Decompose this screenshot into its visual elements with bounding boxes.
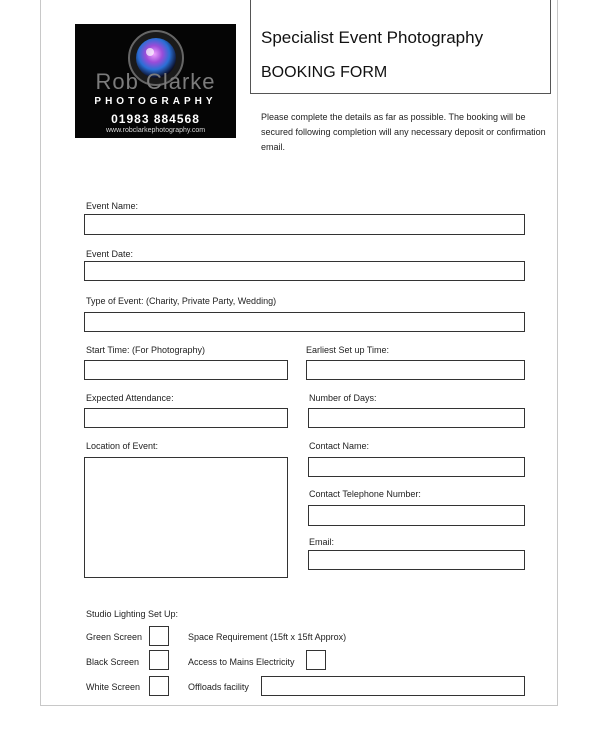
white-screen-label: White Screen <box>86 682 141 692</box>
email-field[interactable] <box>308 550 525 570</box>
start-time-field[interactable] <box>84 360 288 380</box>
logo-phone: 01983 884568 <box>111 112 200 126</box>
email-label: Email: <box>309 537 335 547</box>
black-screen-label: Black Screen <box>86 657 140 667</box>
attendance-field[interactable] <box>84 408 288 428</box>
offloads-field[interactable] <box>261 676 525 696</box>
company-logo <box>75 24 236 138</box>
event-type-label: Type of Event: (Charity, Private Party, Wedding) <box>86 296 277 306</box>
page-border-right <box>557 0 558 706</box>
mains-electricity-checkbox[interactable] <box>306 650 326 670</box>
page-border-left <box>40 0 41 706</box>
setup-time-field[interactable] <box>306 360 525 380</box>
event-date-label: Event Date: <box>86 249 134 259</box>
green-screen-label: Green Screen <box>86 632 143 642</box>
mains-electricity-label: Access to Mains Electricity <box>188 657 295 667</box>
lighting-heading: Studio Lighting Set Up: <box>86 609 179 619</box>
contact-name-field[interactable] <box>308 457 525 477</box>
form-subtitle: BOOKING FORM <box>261 64 388 81</box>
space-requirement-label: Space Requirement (15ft x 15ft Approx) <box>188 632 347 642</box>
logo-tagline: PHOTOGRAPHY <box>94 96 217 107</box>
contact-phone-label: Contact Telephone Number: <box>309 489 421 499</box>
contact-name-label: Contact Name: <box>309 441 370 451</box>
black-screen-checkbox[interactable] <box>149 650 169 670</box>
location-field[interactable] <box>84 457 288 578</box>
white-screen-checkbox[interactable] <box>149 676 169 696</box>
setup-time-label: Earliest Set up Time: <box>306 345 390 355</box>
event-name-label: Event Name: <box>86 201 139 211</box>
days-label: Number of Days: <box>309 393 377 403</box>
contact-phone-field[interactable] <box>308 505 525 526</box>
attendance-label: Expected Attendance: <box>86 393 174 403</box>
event-name-field[interactable] <box>84 214 525 235</box>
days-field[interactable] <box>308 408 525 428</box>
offloads-label: Offloads facility <box>188 682 249 692</box>
event-date-field[interactable] <box>84 261 525 281</box>
page-border-bottom <box>40 705 558 706</box>
green-screen-checkbox[interactable] <box>149 626 169 646</box>
page-title: Specialist Event Photography <box>261 28 484 47</box>
logo-website: www.robclarkephotography.com <box>105 127 206 134</box>
logo-name: Rob Clarke <box>95 69 216 94</box>
location-label: Location of Event: <box>86 441 159 451</box>
event-type-field[interactable] <box>84 312 525 332</box>
start-time-label: Start Time: (For Photography) <box>86 345 206 355</box>
intro-text: Please complete the details as far as possible. The booking will be secured following completion will any necessary deposit or confirmation email. <box>261 112 546 152</box>
